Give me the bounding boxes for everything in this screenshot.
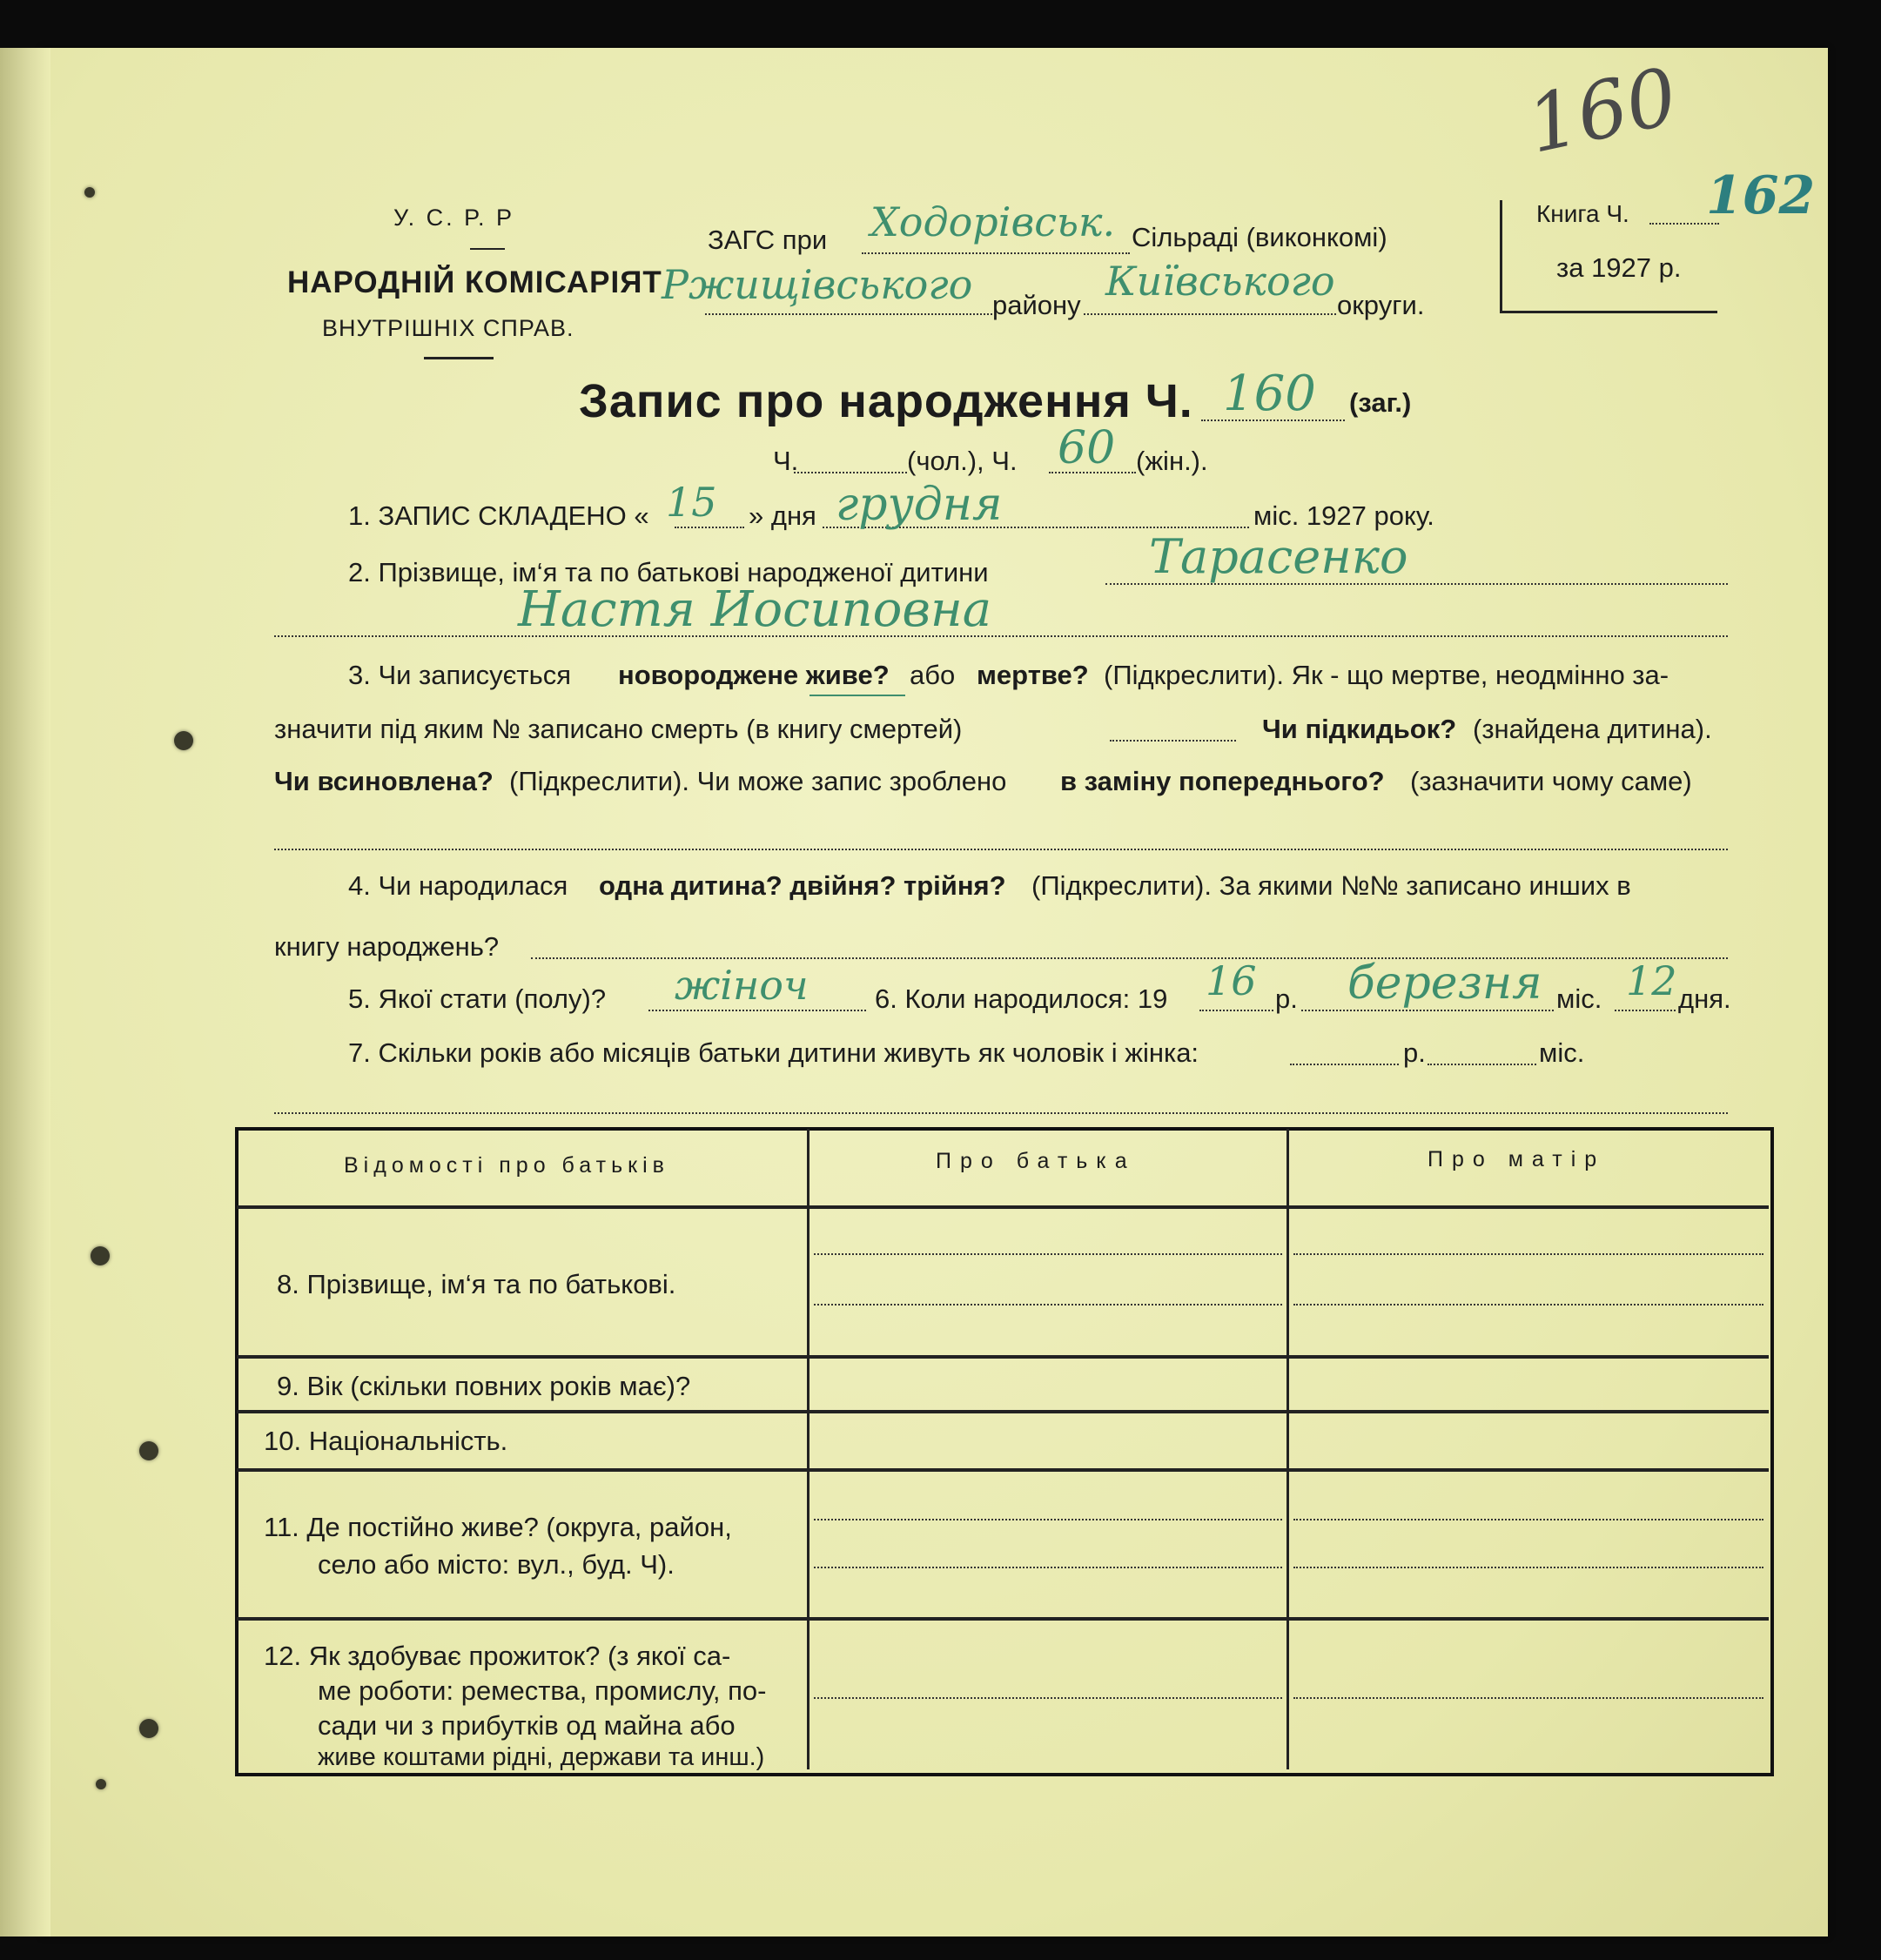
- female-number: 60: [1058, 422, 1116, 474]
- table-header-info: Відомості про батьків: [344, 1153, 669, 1178]
- alive-underline: [810, 695, 905, 696]
- q4-numbers-line: [531, 957, 1728, 959]
- q2-surname: Тарасенко: [1149, 529, 1408, 584]
- binding-hole: [91, 1246, 110, 1265]
- q4-line1-a: 4. Чи народилася: [348, 870, 568, 901]
- q4-line2: книгу народжень?: [274, 931, 500, 962]
- q3-line1-c: або: [910, 660, 956, 690]
- q6-year: 16: [1206, 957, 1257, 1004]
- q7-extra-line: [274, 1112, 1728, 1114]
- book-year: за 1927 р.: [1556, 252, 1682, 283]
- q6-month-line: [1301, 1010, 1554, 1011]
- q3-line3-d: (зазначити чому саме): [1410, 766, 1692, 796]
- female-label: (жін.).: [1136, 446, 1208, 476]
- table-row-divider: [237, 1410, 1769, 1413]
- table-header-divider: [237, 1205, 1769, 1209]
- q3-line1-a: 3. Чи записується: [348, 660, 572, 690]
- q7-label: 7. Скільки років або місяців батьки дитини живуть як чоловік і жінка:: [348, 1037, 1199, 1068]
- q4-line1-b: одна дитина? двійня? трійня?: [599, 870, 1006, 901]
- row-nationality: 10. Національність.: [264, 1426, 508, 1456]
- binding-hole: [139, 1441, 158, 1460]
- row-full-name: 8. Прізвище, ім‘я та по батькові.: [277, 1269, 676, 1299]
- q5-sex-line: [648, 1010, 866, 1011]
- book-label: Книга Ч.: [1536, 200, 1629, 227]
- q6-label: 6. Коли народилося: 19: [875, 983, 1168, 1014]
- book-number: 162: [1706, 165, 1816, 226]
- divider: [470, 248, 505, 250]
- q2-label: 2. Прізвище, ім‘я та по батькові народженої дитини: [348, 557, 989, 587]
- table-column-divider: [807, 1129, 810, 1769]
- q3-line2-a: значити під яким № записано смерть (в книгу смертей): [274, 714, 963, 744]
- father-address-line: [814, 1567, 1282, 1568]
- ministry-title: НАРОДНІЙ КОМІСАРІЯТ: [287, 265, 662, 299]
- binding-hole: [174, 731, 193, 750]
- mother-name-line: [1293, 1253, 1763, 1255]
- q3-line2-b: Чи підкидьок?: [1262, 714, 1457, 744]
- mother-occupation-line: [1293, 1697, 1763, 1699]
- okruh-label: округи.: [1337, 290, 1425, 320]
- zags-prefix: ЗАГС при: [708, 225, 828, 255]
- row-occupation-b: ме роботи: ремества, промислу, по-: [318, 1675, 767, 1706]
- q1-month: грудня: [836, 479, 1003, 531]
- q4-line1-c: (Підкреслити). За якими №№ записано инших в: [1031, 870, 1631, 901]
- record-title: Запис про народження Ч.: [579, 375, 1193, 427]
- ministry-subtitle: ВНУТРІШНІХ СПРАВ.: [322, 315, 574, 341]
- q6-day-suffix: дня.: [1678, 983, 1731, 1014]
- male-number-line: [794, 472, 907, 473]
- male-prefix: Ч.: [773, 446, 799, 476]
- divider: [424, 357, 494, 359]
- table-row-divider: [237, 1617, 1769, 1621]
- archive-mark: 160: [1519, 50, 1685, 171]
- q3-line1-d: мертве?: [977, 660, 1089, 690]
- q7-months-line: [1428, 1064, 1536, 1065]
- q1-mid: » дня: [749, 500, 816, 531]
- q6-month: березня: [1347, 957, 1542, 1010]
- q5-label: 5. Якої стати (полу)?: [348, 983, 607, 1014]
- mother-address-line: [1293, 1519, 1763, 1520]
- table-row-divider: [237, 1468, 1769, 1472]
- q3-line3-b: (Підкреслити). Чи може запис зроблено: [509, 766, 1007, 796]
- row-age: 9. Вік (скільки повних років має)?: [277, 1371, 691, 1401]
- district-line: [705, 313, 992, 315]
- district-label: району: [992, 290, 1081, 320]
- q7-months-suffix: міс.: [1539, 1037, 1585, 1068]
- table-column-divider: [1286, 1129, 1289, 1769]
- q6-day: 12: [1626, 957, 1677, 1004]
- father-address-line: [814, 1519, 1282, 1520]
- table-header-mother: Про матір: [1428, 1147, 1606, 1171]
- row-occupation-c: сади чи з прибутків од майна або: [318, 1710, 736, 1741]
- male-label: (чол.), Ч.: [907, 446, 1018, 476]
- mother-name-line: [1293, 1304, 1763, 1306]
- q7-years-suffix: р.: [1403, 1037, 1426, 1068]
- zags-village-value: Ходорівськ.: [870, 198, 1116, 245]
- q5-sex-value: жіноч: [675, 962, 809, 1009]
- q3-line2-c: (знайдена дитина).: [1473, 714, 1712, 744]
- zags-village-line: [862, 252, 1130, 254]
- q7-years-line: [1290, 1064, 1399, 1065]
- row-occupation-d: живе коштами рідні, держави та инш.): [318, 1743, 765, 1771]
- q3-line3-a: Чи всиновлена?: [274, 766, 494, 796]
- record-number: 160: [1223, 366, 1316, 422]
- q3-reason-line: [274, 849, 1728, 850]
- okruh-value: Київського: [1105, 258, 1335, 305]
- republic-label: У. С. Р. Р: [393, 205, 514, 231]
- q1-end: міс. 1927 року.: [1253, 500, 1434, 531]
- row-residence-b: село або місто: вул., буд. Ч).: [318, 1549, 675, 1580]
- q3-line1-b: новороджене живе?: [618, 660, 890, 690]
- row-occupation-a: 12. Як здобуває прожиток? (з якої са-: [264, 1641, 731, 1671]
- okruh-line: [1084, 313, 1336, 315]
- binding-hole: [84, 187, 95, 198]
- q6-month-suffix: міс.: [1556, 983, 1602, 1014]
- record-total-label: (заг.): [1349, 387, 1412, 418]
- binding-hole: [139, 1719, 158, 1738]
- q2-name-line: [274, 635, 1728, 637]
- book-box-left: [1500, 200, 1502, 313]
- father-occupation-line: [814, 1697, 1282, 1699]
- q1-day: 15: [666, 479, 717, 526]
- q3-line1-e: (Підкреслити). Як - що мертве, неодмінно за-: [1104, 660, 1669, 690]
- binding-hole: [96, 1779, 106, 1789]
- q1-label: 1. ЗАПИС СКЛАДЕНО «: [348, 500, 649, 531]
- q1-day-line: [675, 527, 744, 528]
- q6-year-line: [1199, 1010, 1273, 1011]
- father-name-line: [814, 1304, 1282, 1306]
- q3-line3-c: в заміну попереднього?: [1060, 766, 1385, 796]
- table-header-father: Про батька: [936, 1149, 1136, 1173]
- q6-day-line: [1615, 1010, 1676, 1011]
- district-value: Ржищівського: [662, 261, 973, 308]
- q3-death-line: [1110, 740, 1236, 742]
- q2-name: Настя Иосиповна: [518, 581, 992, 638]
- book-box-bottom: [1500, 311, 1717, 313]
- father-name-line: [814, 1253, 1282, 1255]
- row-residence-a: 11. Де постійно живе? (округа, район,: [264, 1512, 732, 1542]
- mother-address-line: [1293, 1567, 1763, 1568]
- table-row-divider: [237, 1355, 1769, 1359]
- zags-suffix: Сільраді (виконкомі): [1132, 222, 1387, 252]
- left-page-edge: [0, 48, 50, 1937]
- q6-year-suffix: р.: [1275, 983, 1298, 1014]
